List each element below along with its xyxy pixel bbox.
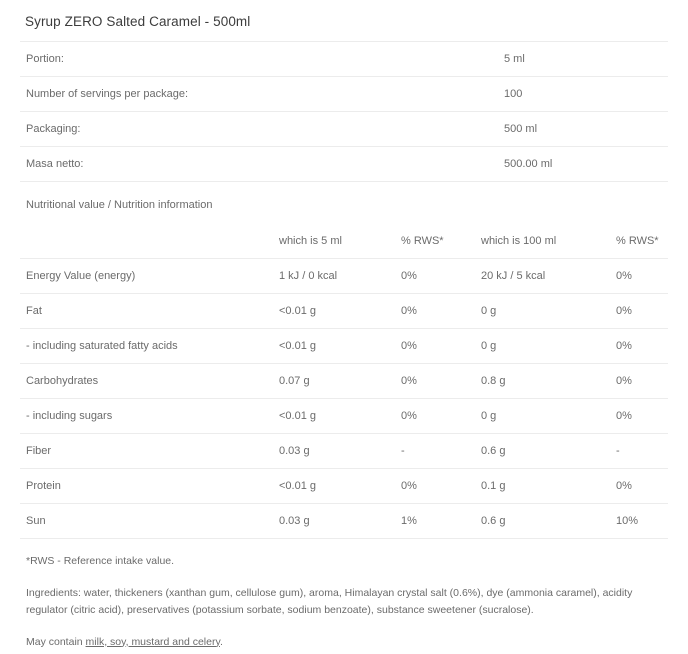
nutrient-rws-serving: 0% bbox=[395, 399, 475, 434]
nutrient-per-serving: <0.01 g bbox=[273, 329, 395, 364]
info-value: 5 ml bbox=[498, 42, 668, 77]
nutrient-rws-serving: 0% bbox=[395, 329, 475, 364]
nutrient-rws-100: 0% bbox=[610, 259, 668, 294]
nutrient-per-100: 20 kJ / 5 kcal bbox=[475, 259, 610, 294]
column-header-per-serving: which is 5 ml bbox=[273, 224, 395, 259]
nutrient-name: Sun bbox=[20, 504, 273, 539]
nutrient-name: - including saturated fatty acids bbox=[20, 329, 273, 364]
column-header-rws-serving: % RWS* bbox=[395, 224, 475, 259]
table-row bbox=[20, 294, 668, 329]
info-label: Masa netto: bbox=[20, 147, 498, 182]
nutrient-per-100: 0.8 g bbox=[475, 364, 610, 399]
column-header-rws-100: % RWS* bbox=[610, 224, 668, 259]
table-header-row bbox=[20, 224, 668, 259]
nutrient-per-serving: 0.03 g bbox=[273, 504, 395, 539]
nutrient-per-serving: 0.07 g bbox=[273, 364, 395, 399]
nutrient-per-100: 0.6 g bbox=[475, 504, 610, 539]
nutrient-per-serving: 1 kJ / 0 kcal bbox=[273, 259, 395, 294]
nutrient-name: Carbohydrates bbox=[20, 364, 273, 399]
nutrient-rws-serving: 0% bbox=[395, 469, 475, 504]
nutrient-per-100: 0.6 g bbox=[475, 434, 610, 469]
nutrient-rws-100: 0% bbox=[610, 294, 668, 329]
table-row bbox=[20, 329, 668, 364]
table-row bbox=[20, 364, 668, 399]
info-value: 100 bbox=[498, 77, 668, 112]
table-row bbox=[20, 504, 668, 539]
info-value: 500.00 ml bbox=[498, 147, 668, 182]
nutrient-rws-serving: 0% bbox=[395, 259, 475, 294]
ingredients-text: Ingredients: water, thickeners (xanthan gum, cellulose gum), aroma, Himalayan crystal salt (0.6%), dye (ammonia caramel), acidity regulator (citric acid), preservatives (potassium sorbate, sodium benzoate), substance sweetener (sucralose). bbox=[26, 587, 633, 617]
nutrient-per-100: 0 g bbox=[475, 329, 610, 364]
nutrient-per-serving: 0.03 g bbox=[273, 434, 395, 469]
column-header-name bbox=[20, 224, 273, 259]
nutrient-rws-100: 0% bbox=[610, 329, 668, 364]
nutrient-rws-100: 0% bbox=[610, 469, 668, 504]
nutrient-rws-100: 0% bbox=[610, 364, 668, 399]
nutrient-per-100: 0 g bbox=[475, 294, 610, 329]
nutrient-rws-serving: - bbox=[395, 434, 475, 469]
nutrient-per-100: 0 g bbox=[475, 399, 610, 434]
nutrient-name: - including sugars bbox=[20, 399, 273, 434]
nutrient-rws-serving: 0% bbox=[395, 364, 475, 399]
product-info-table bbox=[20, 41, 668, 182]
info-label: Packaging: bbox=[20, 112, 498, 147]
nutrient-per-serving: <0.01 g bbox=[273, 399, 395, 434]
info-value: 500 ml bbox=[498, 112, 668, 147]
allergen-prefix: May contain bbox=[26, 635, 83, 648]
table-row bbox=[20, 259, 668, 294]
allergen-suffix: . bbox=[219, 635, 223, 648]
table-row bbox=[20, 147, 668, 182]
info-label: Number of servings per package: bbox=[20, 77, 498, 112]
nutrition-table bbox=[20, 224, 668, 539]
column-header-per-100: which is 100 ml bbox=[475, 224, 610, 259]
nutrient-per-serving: <0.01 g bbox=[273, 469, 395, 504]
nutrient-per-serving: <0.01 g bbox=[273, 294, 395, 329]
nutrient-name: Fat bbox=[20, 294, 273, 329]
rws-footnote: *RWS - Reference intake value. bbox=[26, 555, 175, 567]
nutrition-section-label: Nutritional value / Nutrition information bbox=[26, 199, 213, 211]
nutrient-rws-serving: 1% bbox=[395, 504, 475, 539]
page-title: Syrup ZERO Salted Caramel - 500ml bbox=[25, 14, 251, 29]
table-row bbox=[20, 469, 668, 504]
nutrient-name: Fiber bbox=[20, 434, 273, 469]
nutrient-rws-serving: 0% bbox=[395, 294, 475, 329]
info-label: Portion: bbox=[20, 42, 498, 77]
nutrient-rws-100: 10% bbox=[610, 504, 668, 539]
table-row bbox=[20, 112, 668, 147]
table-row bbox=[20, 77, 668, 112]
allergen-notice bbox=[20, 626, 668, 654]
allergen-link[interactable]: milk, soy, mustard and celery bbox=[85, 635, 220, 648]
nutrient-name: Energy Value (energy) bbox=[20, 259, 273, 294]
table-row bbox=[20, 399, 668, 434]
nutrient-rws-100: 0% bbox=[610, 399, 668, 434]
table-row bbox=[20, 434, 668, 469]
table-row bbox=[20, 42, 668, 77]
nutrient-per-100: 0.1 g bbox=[475, 469, 610, 504]
nutrient-rws-100: - bbox=[610, 434, 668, 469]
nutrient-name: Protein bbox=[20, 469, 273, 504]
